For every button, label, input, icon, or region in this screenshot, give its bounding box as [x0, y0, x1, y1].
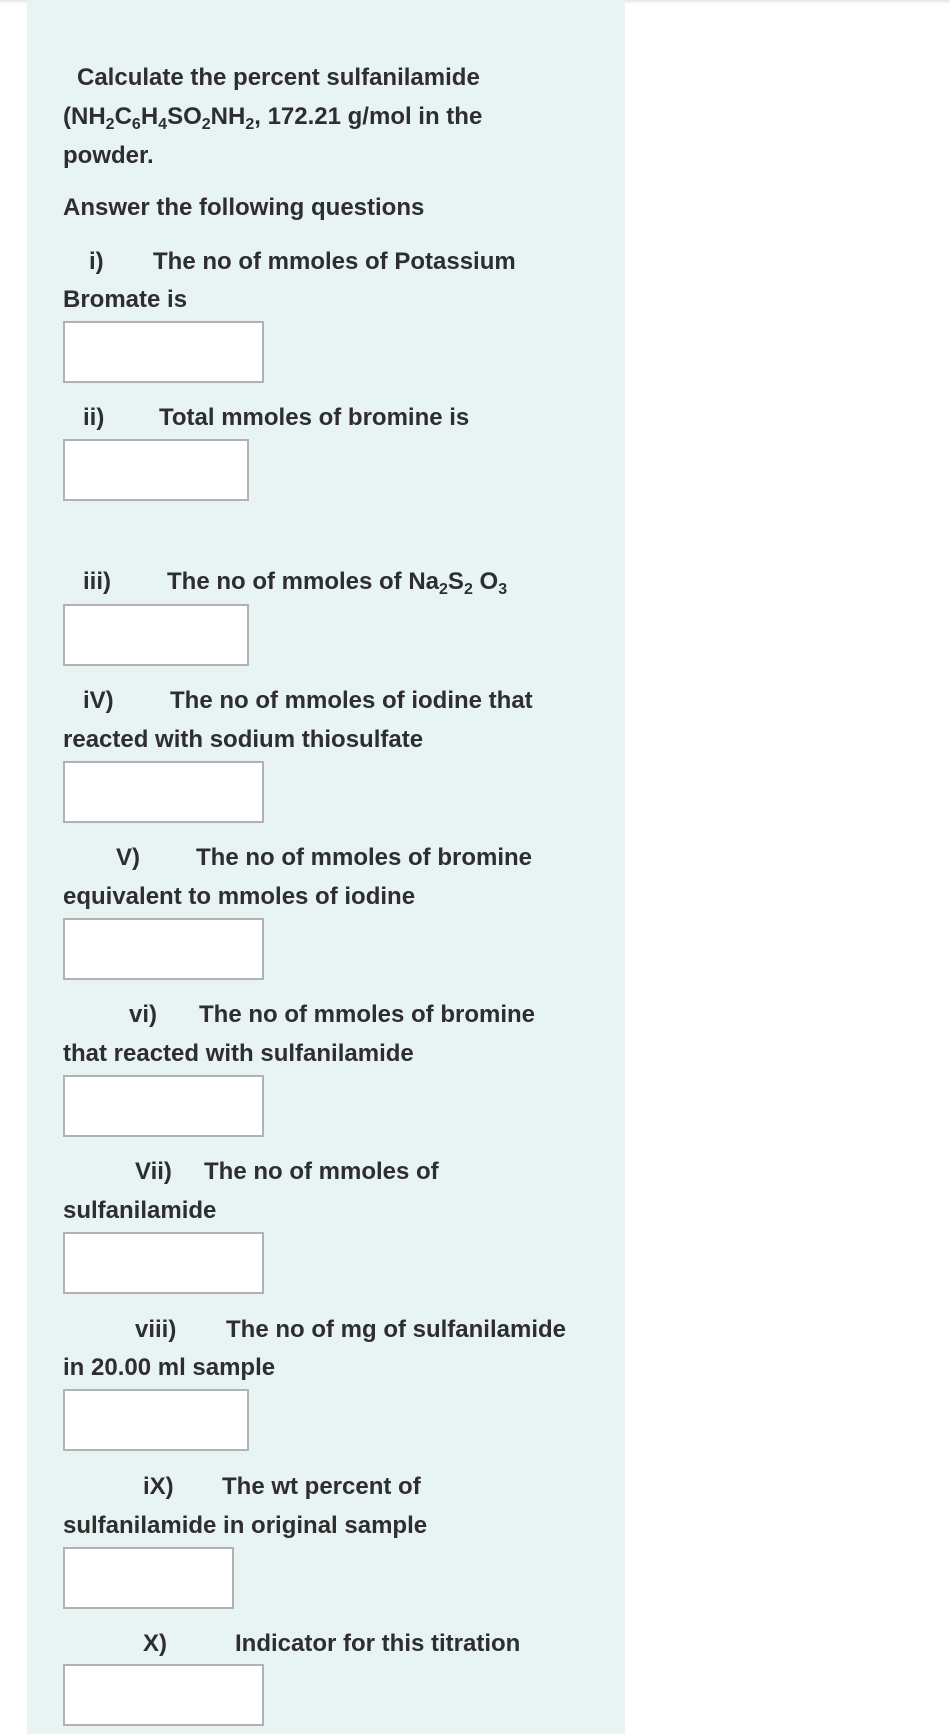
question-line-3: powder.	[63, 142, 154, 169]
item-2-text: Total mmoles of bromine is	[159, 404, 470, 431]
item-10-number: X)	[143, 1630, 167, 1657]
answer-9-input[interactable]	[63, 1547, 234, 1609]
answer-4-input[interactable]	[63, 761, 264, 823]
item-3-number: iii)	[83, 568, 111, 595]
item-9-number: iX)	[143, 1473, 174, 1500]
question-line-1: Calculate the percent sulfanilamide	[77, 64, 480, 91]
item-5-number: V)	[116, 844, 140, 871]
answer-2-input[interactable]	[63, 439, 249, 501]
item-4-text-cont: reacted with sodium thiosulfate	[63, 726, 424, 753]
item-9-text: The wt percent of	[222, 1473, 421, 1500]
instruction-text: Answer the following questions	[63, 194, 425, 221]
item-3-text: The no of mmoles of $Na_2S_2$ $O_3$	[167, 568, 508, 598]
answer-1-input[interactable]	[63, 321, 264, 383]
item-4-text: The no of mmoles of iodine that	[170, 687, 533, 714]
item-7-number: Vii)	[135, 1158, 172, 1185]
item-5-text-cont: equivalent to mmoles of iodine	[63, 883, 416, 910]
answer-7-input[interactable]	[63, 1232, 264, 1294]
item-1-text-cont: Bromate is	[63, 286, 188, 313]
answer-6-input[interactable]	[63, 1075, 264, 1137]
item-4-number: iV)	[83, 687, 114, 714]
item-10-text: Indicator for this titration	[235, 1630, 521, 1657]
item-5-text: The no of mmoles of bromine	[196, 844, 533, 871]
item-8-text: The no of mg of sulfanilamide	[226, 1316, 567, 1343]
item-2-number: ii)	[83, 404, 105, 431]
answer-3-input[interactable]	[63, 604, 249, 666]
item-1-text: The no of mmoles of Potassium	[153, 248, 516, 275]
item-6-number: vi)	[129, 1001, 158, 1028]
question-formula-line: ($NH_2C_6H_4SO_2NH_2$, 172.21 g/mol in the	[63, 103, 483, 133]
item-6-text: The no of mmoles of bromine	[199, 1001, 536, 1028]
item-8-number: viii)	[135, 1316, 177, 1343]
answer-8-input[interactable]	[63, 1389, 249, 1451]
item-9-text-cont: sulfanilamide in original sample	[63, 1512, 428, 1539]
item-7-text: The no of mmoles of	[204, 1158, 439, 1185]
answer-10-input[interactable]	[63, 1664, 264, 1726]
item-6-text-cont: that reacted with sulfanilamide	[63, 1040, 414, 1067]
item-1-number: i)	[89, 248, 104, 275]
item-8-text-cont: in 20.00 ml sample	[63, 1354, 276, 1381]
item-7-text-cont: sulfanilamide	[63, 1197, 217, 1224]
answer-5-input[interactable]	[63, 918, 264, 980]
